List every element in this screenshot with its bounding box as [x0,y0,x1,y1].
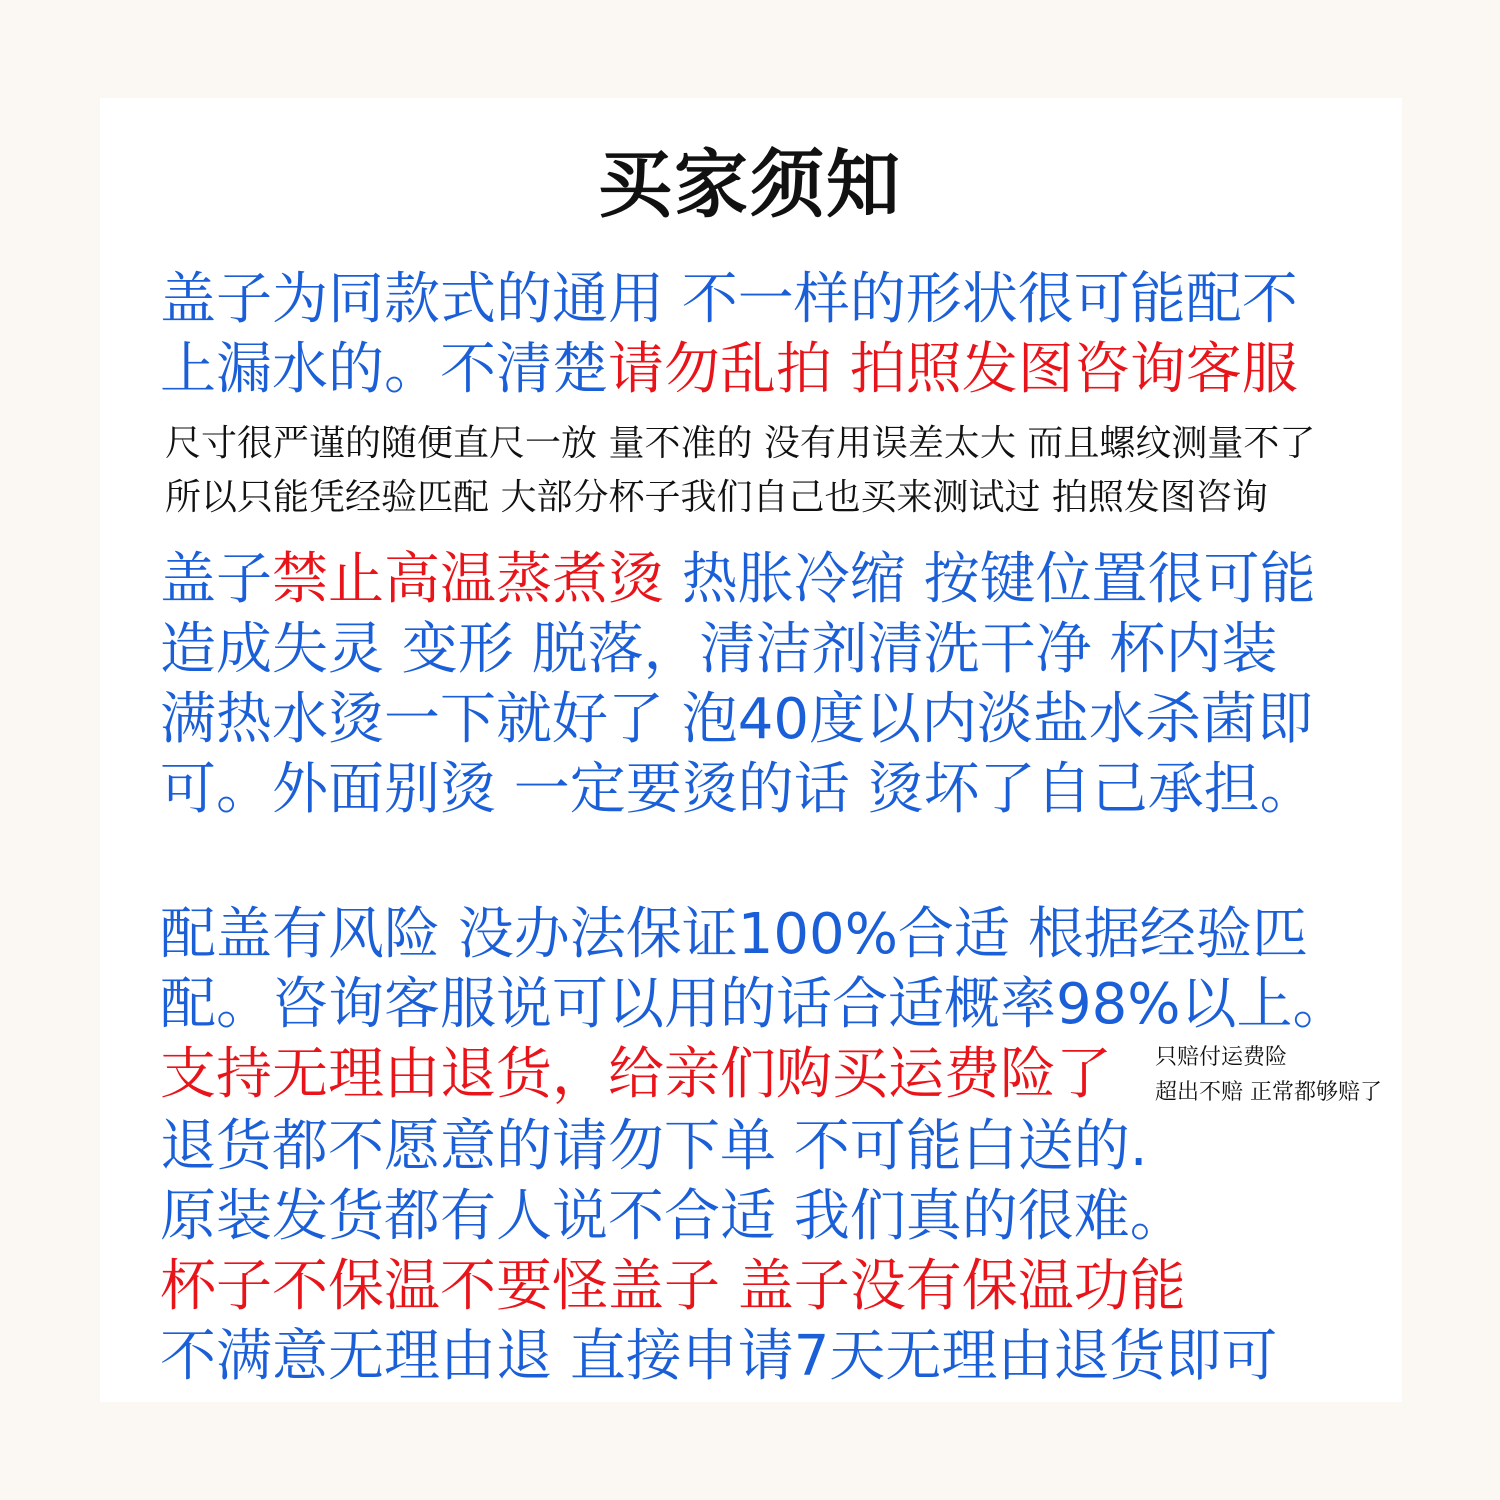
footnote: 只赔付运费险 [1155,1045,1288,1070]
footnote: 超出不赔 正常都够赔了 [1155,1080,1382,1105]
text-line [160,545,1316,615]
text-line [160,1182,1186,1252]
text-line [160,615,1277,685]
warning-line [160,1252,1186,1322]
text-span: 可。外面别烫 一定要烫的话 烫坏了自己承担。 [160,757,1316,822]
text-line [160,265,1298,335]
text-span: 不满意无理由退 直接申请7天无理由退货即可 [160,1324,1278,1389]
text-span: 退货都不愿意的请勿下单 不可能白送的. [160,1114,1148,1179]
text-span: 原装发货都有人说不合适 我们真的很难。 [160,1184,1186,1249]
page-title: 买家须知 [598,142,902,228]
text-line [165,472,1268,524]
text-line [160,970,1348,1040]
warning-text: 支持无理由退货，给亲们购买运费险了 [160,1042,1112,1107]
text-span: 满热水烫一下就好了 泡40度以内淡盐水杀菌即 [160,687,1314,752]
text-span: 盖子为同款式的通用 不一样的形状很可能配不 [160,267,1298,332]
warning-line [160,1040,1112,1110]
text-span: 配。咨询客服说可以用的话合适概率98%以上。 [160,972,1349,1037]
text-span: 热胀冷缩 按键位置很可能 [664,547,1316,612]
text-line [165,418,1315,470]
text-line [160,900,1308,970]
text-line [160,1112,1148,1182]
warning-text: 杯子不保温不要怪盖子 盖子没有保温功能 [160,1254,1186,1319]
text-line [160,755,1316,825]
text-span: 配盖有风险 没办法保证100%合适 根据经验匹 [160,902,1308,967]
text-line [160,685,1313,755]
text-span: 尺寸很严谨的随便直尺一放 量不准的 没有用误差太大 而且螺纹测量不了 [165,423,1316,464]
text-span: 所以只能凭经验匹配 大部分杯子我们自己也买来测试过 拍照发图咨询 [165,477,1268,518]
warning-text: 请勿乱拍 拍照发图咨询客服 [608,337,1298,402]
text-span: 盖子 [160,547,272,612]
text-line [160,1322,1277,1392]
text-span: 上漏水的。不清楚 [160,337,608,402]
text-span: 造成失灵 变形 脱落，清洁剂清洗干净 杯内装 [160,617,1278,682]
text-line [160,335,1298,405]
warning-text: 禁止高温蒸煮烫 [272,547,664,612]
